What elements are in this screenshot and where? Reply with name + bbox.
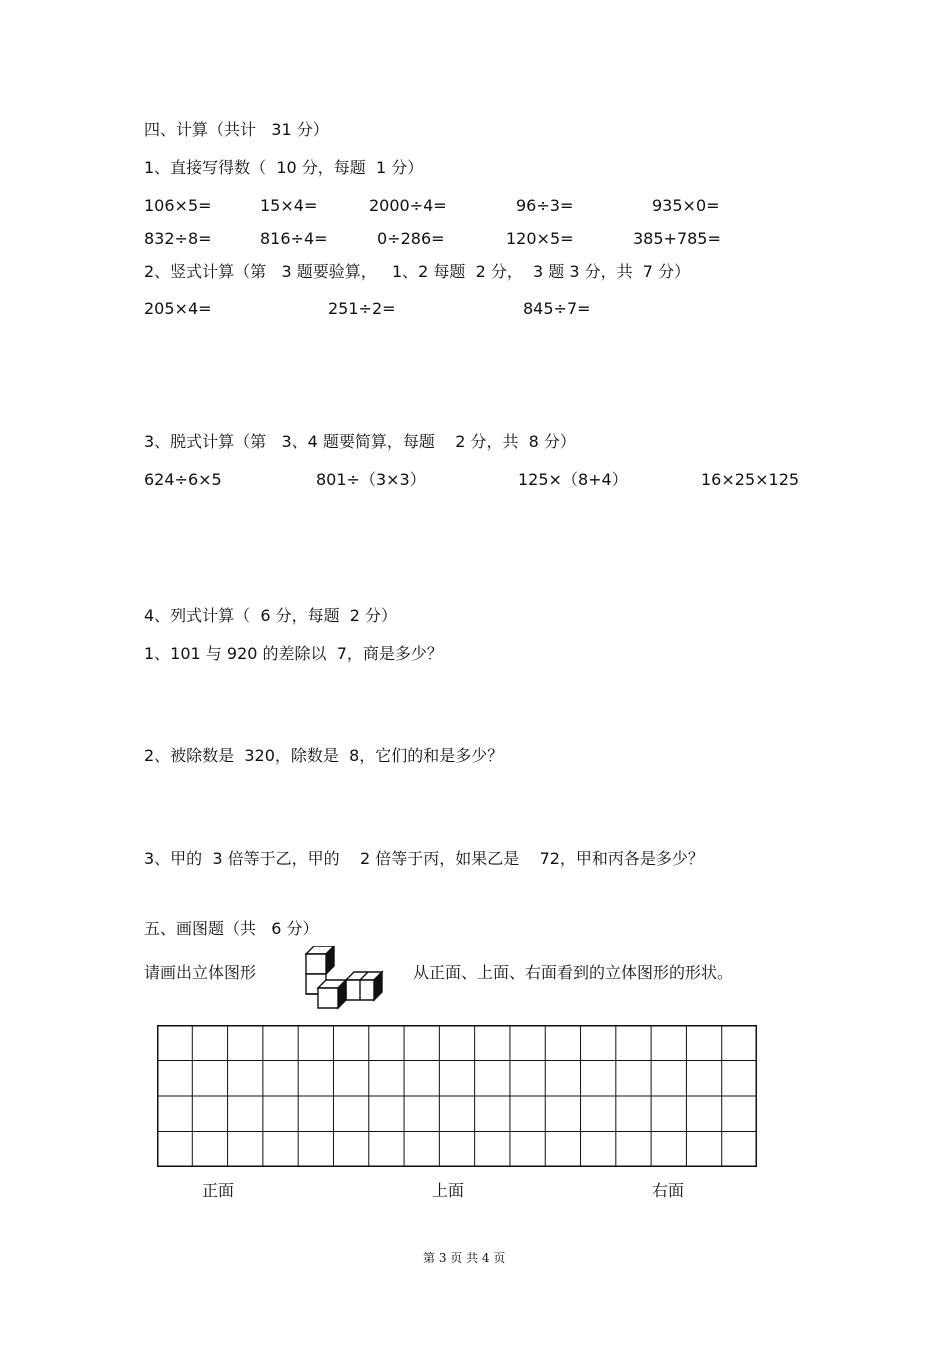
drawing-prompt-left: 请画出立体图形 [144,963,257,982]
q1-item: 120×5= [506,229,574,248]
q3-item: 624÷6×5 [144,470,222,489]
section5-heading: 五、画图题（共 6 分） [144,919,319,938]
label-top: 上面 [432,1181,465,1200]
section4-heading: 四、计算（共计 31 分） [144,120,329,139]
q1-item: 832÷8= [144,229,212,248]
q1-item: 0÷286= [377,229,445,248]
label-front: 正面 [202,1181,235,1200]
q1-title: 1、直接写得数（ 10 分，每题 1 分） [144,158,424,177]
q1-item: 96÷3= [516,196,574,215]
q2-item: 251÷2= [328,299,396,318]
q1-item: 106×5= [144,196,212,215]
drawing-grid[interactable] [157,1025,757,1167]
page-footer: 第 3 页 共 4 页 [423,1251,506,1265]
label-right: 右面 [652,1181,685,1200]
q1-item: 15×4= [260,196,318,215]
solid-figure-cubes [302,946,386,1020]
q4-item: 1、101 与 920 的差除以 7，商是多少？ [144,644,443,663]
q3-title: 3、脱式计算（第 3、4 题要简算，每题 2 分，共 8 分） [144,432,576,451]
q1-item: 385+785= [633,229,721,248]
cube-face [318,988,338,1008]
q1-item: 816÷4= [260,229,328,248]
q3-item: 125×（8+4） [518,470,628,489]
q1-item: 2000÷4= [369,196,447,215]
q4-title: 4、列式计算（ 6 分，每题 2 分） [144,606,398,625]
q1-item: 935×0= [652,196,720,215]
q3-item: 16×25×125 [701,470,800,489]
q4-item: 3、甲的 3 倍等于乙，甲的 2 倍等于丙，如果乙是 72，甲和丙各是多少？ [144,849,704,868]
q4-item: 2、被除数是 320，除数是 8，它们的和是多少？ [144,746,504,765]
q2-title: 2、竖式计算（第 3 题要验算， 1、2 每题 2 分， 3 题 3 分，共 7 分） [144,262,691,281]
q3-item: 801÷（3×3） [316,470,426,489]
cube-face [306,954,326,974]
q2-item: 845÷7= [523,299,591,318]
q2-item: 205×4= [144,299,212,318]
drawing-prompt-right: 从正面、上面、右面看到的立体图形的形状。 [413,963,734,982]
